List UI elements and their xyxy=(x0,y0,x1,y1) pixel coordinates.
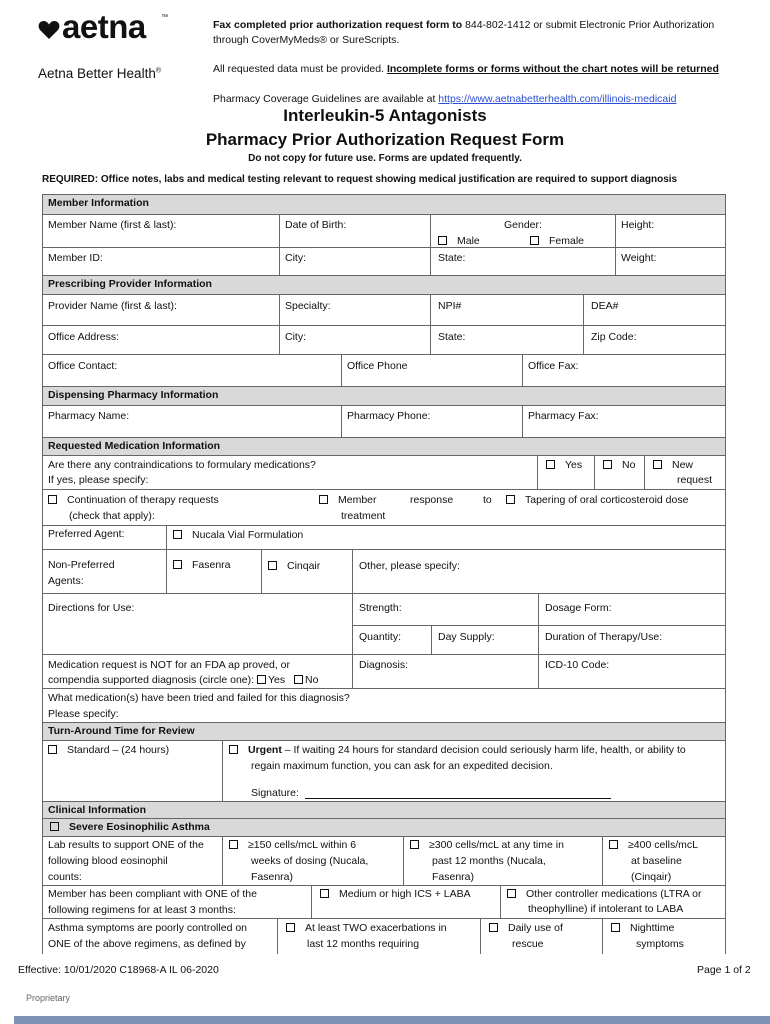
gender-field: Gender: Male Female xyxy=(430,214,616,248)
daily-rescue-cell: Daily use of rescue xyxy=(480,918,603,954)
nighttime-cell: Nighttime symptoms xyxy=(602,918,726,954)
exacerbations-cell: At least TWO exacerbations in last 12 months requiring xyxy=(277,918,481,954)
section-medication-information: Requested Medication Information xyxy=(42,437,726,456)
aetna-logo xyxy=(38,8,168,48)
pharmacy-name-field[interactable]: Pharmacy Name: xyxy=(42,405,342,438)
member-response-checkbox[interactable] xyxy=(319,495,328,504)
female-checkbox[interactable] xyxy=(530,236,539,245)
compliant-label: Member has been compliant with ONE of the following regimens for at least 3 months: xyxy=(42,885,312,919)
nonpreferred-label: Non-Preferred Agents: xyxy=(42,549,167,594)
pharmacy-fax-field[interactable]: Pharmacy Fax: xyxy=(522,405,726,438)
tapering-checkbox[interactable] xyxy=(506,495,515,504)
tried-failed-field[interactable]: What medication(s) have been tried and failed for this diagnosis? Please specify: xyxy=(42,688,726,723)
opt300-checkbox[interactable] xyxy=(410,840,419,849)
not-fda-cell: Medication request is NOT for an FDA ap proved, or compendia supported diagnosis (circle one): Yes No xyxy=(42,654,353,689)
guidelines-link[interactable]: https://www.aetnabetterhealth.com/illinois-medicaid xyxy=(438,93,677,105)
severe-eos-asthma-checkbox[interactable] xyxy=(50,822,59,831)
office-address-field[interactable]: Office Address: xyxy=(42,325,280,355)
contra-yes-cell: Yes xyxy=(537,455,595,490)
member-city-field[interactable]: City: xyxy=(279,247,431,276)
provider-state-field[interactable]: State: xyxy=(430,325,584,355)
urgent-checkbox[interactable] xyxy=(229,745,238,754)
required-data-note: All requested data must be provided. Incomplete forms or forms without the chart notes will be returned xyxy=(213,63,719,75)
nucala-checkbox[interactable] xyxy=(173,530,182,539)
form-title-line2: Pharmacy Prior Authorization Request Form xyxy=(205,130,565,149)
form-subtitle: Do not copy for future use. Forms are updated frequently. xyxy=(248,153,522,164)
npi-field[interactable]: NPI# xyxy=(430,294,584,326)
opt400-checkbox[interactable] xyxy=(609,840,618,849)
dosage-form-field[interactable]: Dosage Form: xyxy=(538,593,726,626)
ics-laba-checkbox[interactable] xyxy=(320,889,329,898)
preferred-agent-options: Nucala Vial Formulation xyxy=(166,525,726,550)
section-turnaround: Turn-Around Time for Review xyxy=(42,722,726,741)
height-field[interactable]: Height: xyxy=(615,214,726,248)
lab-results-label: Lab results to support ONE of the following blood eosinophil counts: xyxy=(42,836,223,886)
standard-cell: Standard – (24 hours) xyxy=(42,740,223,802)
poorly-controlled-label: Asthma symptoms are poorly controlled on ONE of the above regimens, as defined by xyxy=(42,918,278,954)
sub-brand: Aetna Better Health® xyxy=(38,66,161,81)
continuation-cell: Continuation of therapy requests (check that apply): Member response to treatment Tapering of oral corticosteroid dose xyxy=(42,489,726,526)
other-agent-field[interactable]: Other, please specify: xyxy=(352,549,726,594)
strength-field[interactable]: Strength: xyxy=(352,593,539,626)
office-fax-field[interactable]: Office Fax: xyxy=(522,354,726,387)
contraindications-field[interactable]: Are there any contraindications to formulary medications? If yes, please specify: xyxy=(42,455,538,490)
trademark: ™ xyxy=(161,14,168,21)
member-state-field[interactable]: State: xyxy=(430,247,616,276)
section-member-information: Member Information xyxy=(42,194,726,215)
member-id-field[interactable]: Member ID: xyxy=(42,247,280,276)
heart-icon xyxy=(38,20,60,40)
duration-field[interactable]: Duration of Therapy/Use: xyxy=(538,625,726,655)
not-fda-no-checkbox[interactable] xyxy=(294,675,303,684)
urgent-cell: Urgent – If waiting 24 hours for standard decision could seriously harm life, health, or ability to regain maximum function, you can ask for an expedited decision. Signature: xyxy=(222,740,726,802)
opt150-checkbox[interactable] xyxy=(229,840,238,849)
fasenra-checkbox[interactable] xyxy=(173,560,182,569)
fasenra-cell: Fasenra xyxy=(166,549,262,594)
other-controller-cell: Other controller medications (LTRA or theophylline) if intolerant to LABA xyxy=(500,885,726,919)
opt300-cell: ≥300 cells/mcL at any time in past 12 months (Nucala, Fasenra) xyxy=(403,836,603,886)
standard-checkbox[interactable] xyxy=(48,745,57,754)
day-supply-field[interactable]: Day Supply: xyxy=(431,625,539,655)
nighttime-checkbox[interactable] xyxy=(611,923,620,932)
page-number: Page 1 of 2 xyxy=(697,964,751,976)
opt400-cell: ≥400 cells/mcL at baseline (Cinqair) xyxy=(602,836,726,886)
preferred-agent-label: Preferred Agent: xyxy=(42,525,167,550)
office-phone-field[interactable]: Office Phone xyxy=(341,354,523,387)
provider-name-field[interactable]: Provider Name (first & last): xyxy=(42,294,280,326)
section-pharmacy-information: Dispensing Pharmacy Information xyxy=(42,386,726,406)
required-banner: REQUIRED: Office notes, labs and medical testing relevant to request showing medical justification are required to support diagnosis xyxy=(42,174,678,185)
guidelines-line: Pharmacy Coverage Guidelines are available at https://www.aetnabetterhealth.com/illinois-medicaid xyxy=(213,93,677,105)
not-fda-yes-checkbox[interactable] xyxy=(257,675,266,684)
cinqair-checkbox[interactable] xyxy=(268,561,277,570)
opt150-cell: ≥150 cells/mcL within 6 weeks of dosing (Nucala, Fasenra) xyxy=(222,836,404,886)
continuation-checkbox[interactable] xyxy=(48,495,57,504)
new-request-checkbox[interactable] xyxy=(653,460,662,469)
cinqair-cell: Cinqair xyxy=(261,549,353,594)
severe-eos-asthma-row: Severe Eosinophilic Asthma xyxy=(42,818,726,837)
male-checkbox[interactable] xyxy=(438,236,447,245)
member-name-field[interactable]: Member Name (first & last): xyxy=(42,214,280,248)
daily-rescue-checkbox[interactable] xyxy=(489,923,498,932)
section-clinical-information: Clinical Information xyxy=(42,801,726,819)
weight-field[interactable]: Weight: xyxy=(615,247,726,276)
other-controller-checkbox[interactable] xyxy=(507,889,516,898)
provider-city-field[interactable]: City: xyxy=(279,325,431,355)
fax-instructions-line2: through CoverMyMeds® or SureScripts. xyxy=(213,34,400,46)
effective-date: Effective: 10/01/2020 C18968-A IL 06-2020 xyxy=(18,964,219,976)
exacerbations-checkbox[interactable] xyxy=(286,923,295,932)
new-request-cell: New request xyxy=(644,455,726,490)
brand-wordmark: aetna xyxy=(62,8,146,45)
dea-field[interactable]: DEA# xyxy=(583,294,726,326)
contra-no-cell: No xyxy=(594,455,645,490)
pharmacy-phone-field[interactable]: Pharmacy Phone: xyxy=(341,405,523,438)
dob-field[interactable]: Date of Birth: xyxy=(279,214,431,248)
ics-laba-cell: Medium or high ICS + LABA xyxy=(311,885,501,919)
proprietary-label: Proprietary xyxy=(26,993,71,1003)
directions-field[interactable]: Directions for Use: xyxy=(42,593,353,655)
icd10-field[interactable]: ICD-10 Code: xyxy=(538,654,726,689)
footer-bar xyxy=(14,1016,770,1024)
contra-no-checkbox[interactable] xyxy=(603,460,612,469)
form-title-line1: Interleukin-5 Antagonists xyxy=(283,106,487,125)
section-provider-information: Prescribing Provider Information xyxy=(42,275,726,295)
contra-yes-checkbox[interactable] xyxy=(546,460,555,469)
quantity-field[interactable]: Quantity: xyxy=(352,625,432,655)
signature-line[interactable] xyxy=(305,798,611,799)
fax-instructions-line1: Fax completed prior authorization request form to 844-802-1412 or submit Electronic Prior Authorization xyxy=(213,19,715,31)
office-contact-field[interactable]: Office Contact: xyxy=(42,354,342,387)
specialty-field[interactable]: Specialty: xyxy=(279,294,431,326)
diagnosis-field[interactable]: Diagnosis: xyxy=(352,654,539,689)
zip-field[interactable]: Zip Code: xyxy=(583,325,726,355)
